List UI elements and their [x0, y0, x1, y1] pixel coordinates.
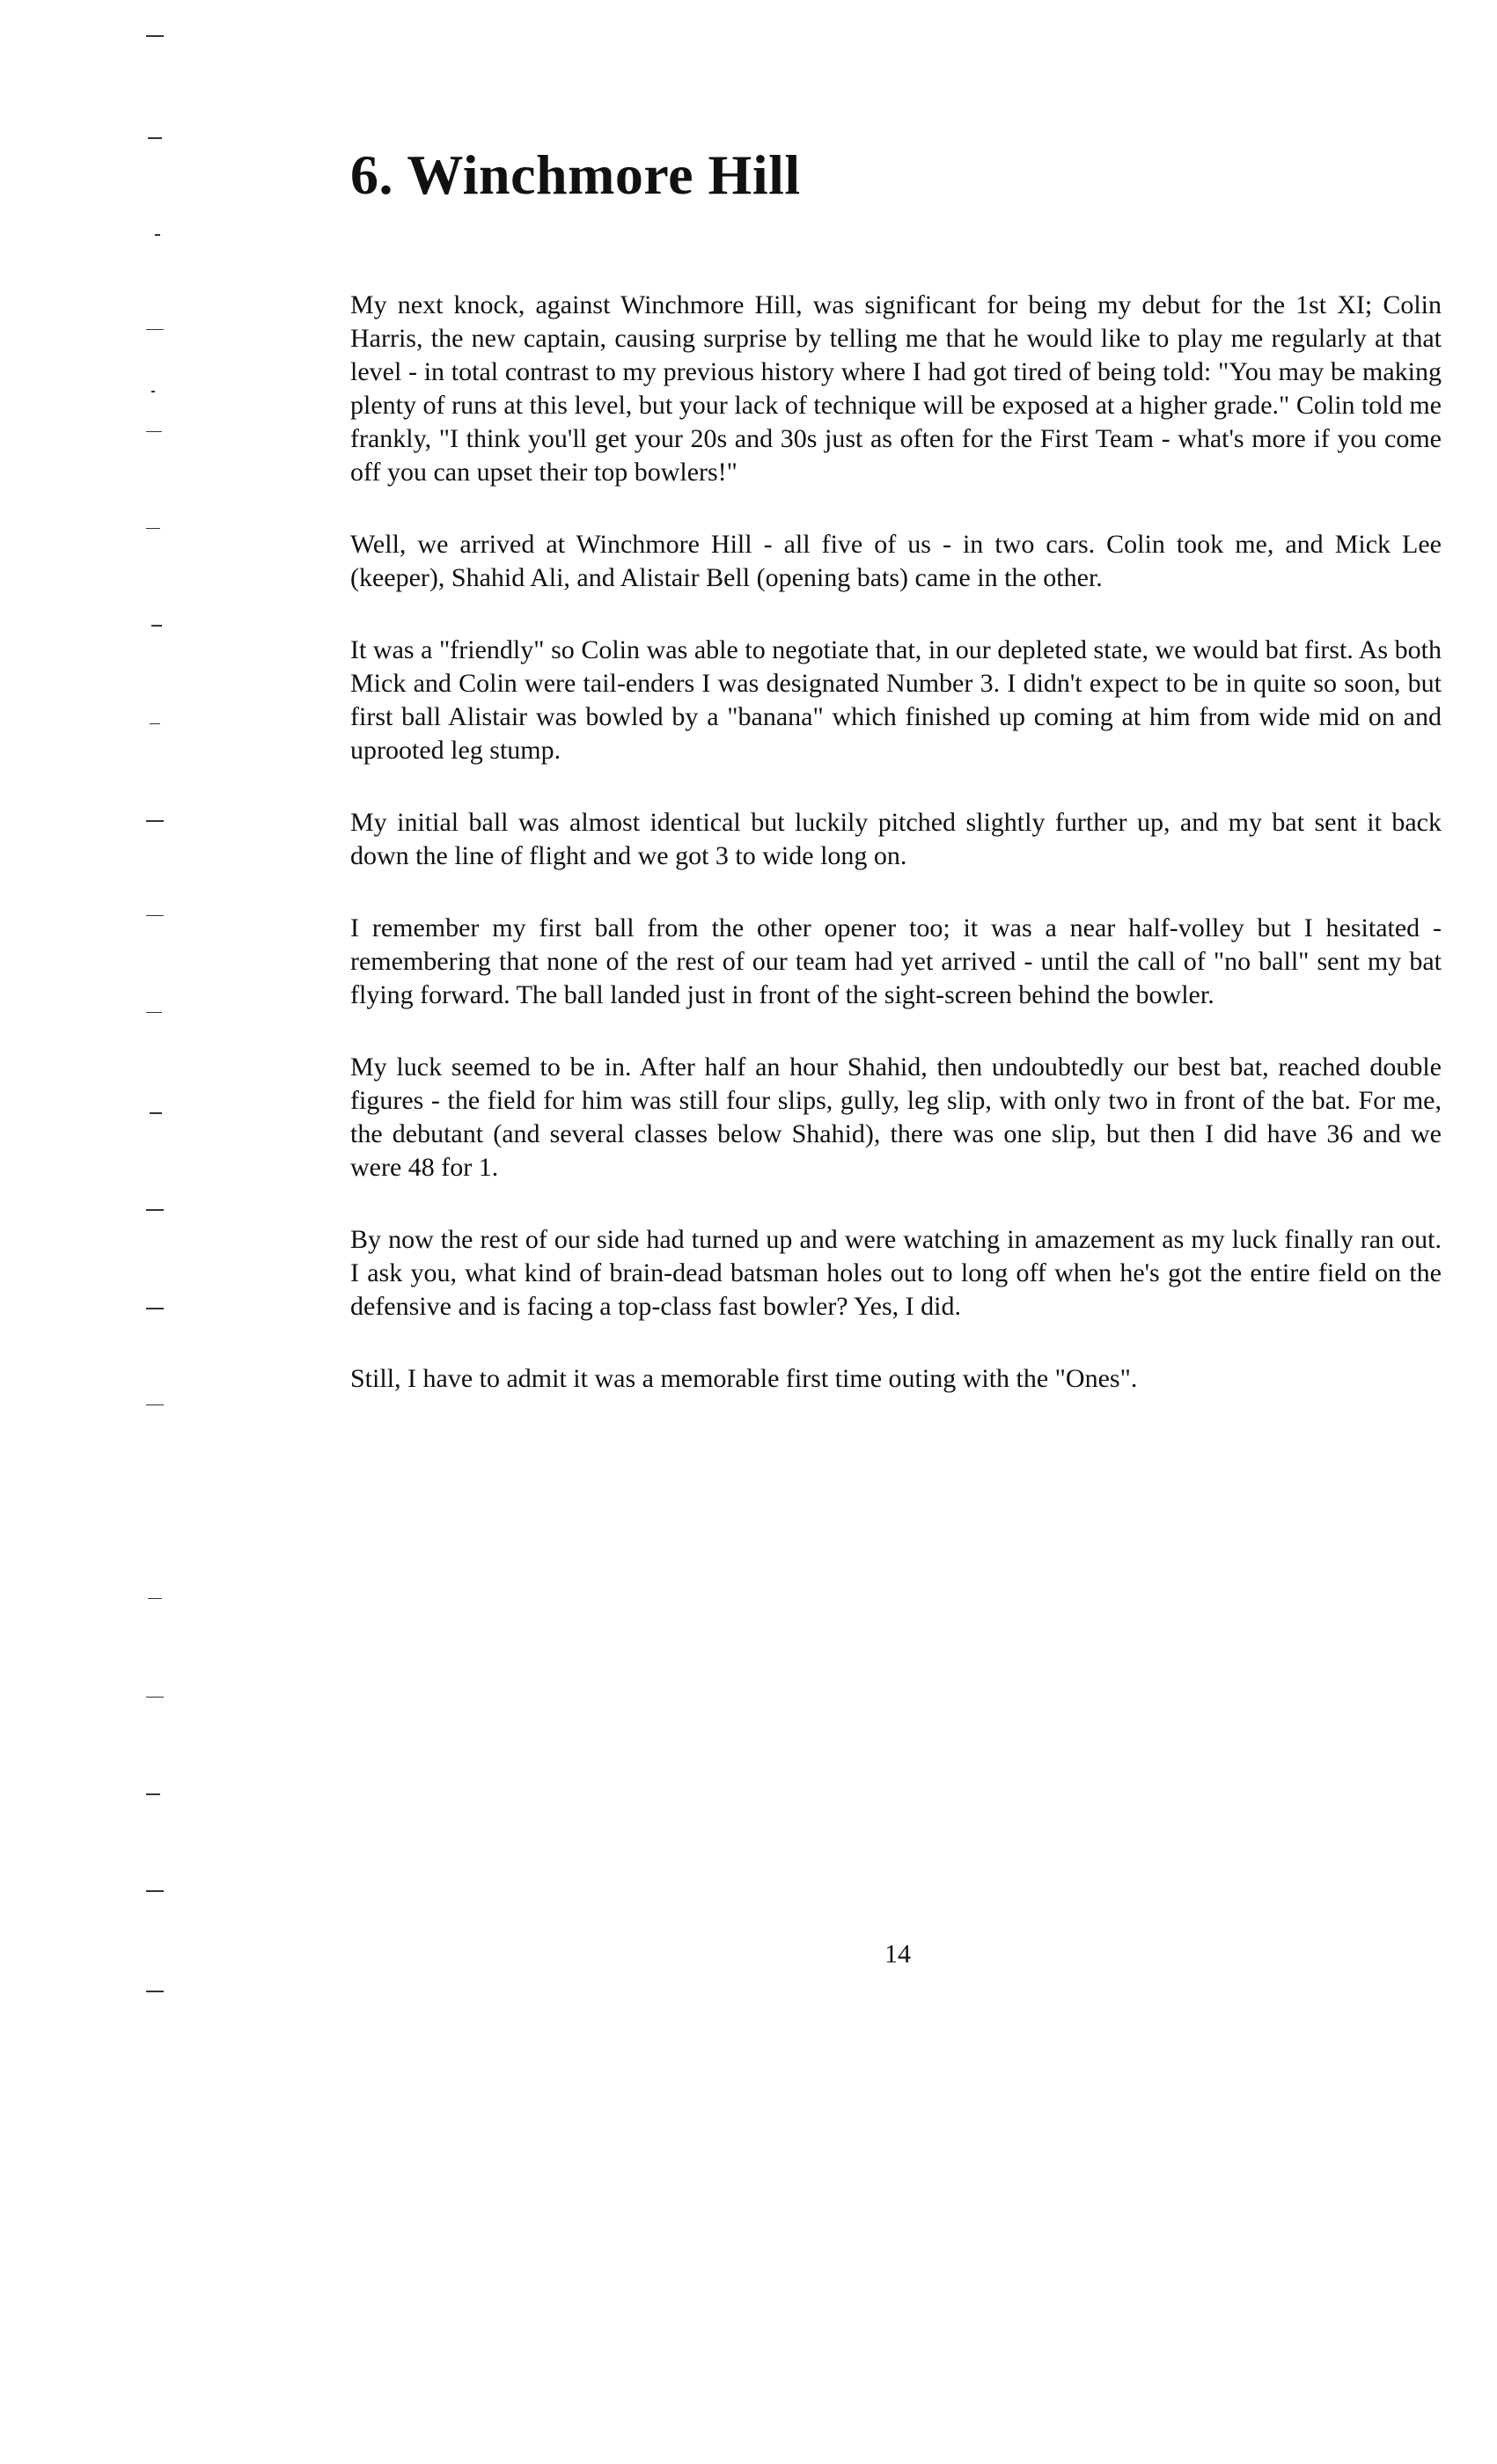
paragraph: Still, I have to admit it was a memorable first time outing with the "Ones".: [350, 1364, 1138, 1393]
paragraph: Well, we arrived at Winchmore Hill - all five of us - in two cars. Colin took me, and Mick Lee (keeper), Shahid Ali, and Alistair Bell (opening bats) came in the other.: [350, 530, 1442, 592]
binding-mark: [146, 528, 160, 529]
binding-mark: [146, 915, 164, 916]
paragraph: It was a "friendly" so Colin was able to negotiate that, in our depleted state, we would bat first. As both Mick and Colin were tail-enders I was designated Number 3. I didn't expect to be in quite so soon, but first ball Alistair was bowled by a "banana" which finished up coming at him from wide mid on and uprooted leg stump.: [350, 635, 1442, 765]
binding-mark: [146, 1404, 164, 1405]
binding-mark: [151, 391, 155, 392]
paragraph: My initial ball was almost identical but luckily pitched slightly further up, and my bat sent it back down the line of flight and we got 3 to wide long on.: [350, 808, 1442, 870]
paragraph: By now the rest of our side had turned up and were watching in amazement as my luck finally ran out. I ask you, what kind of brain-dead batsman holes out to long off when he's got the entire field on the defensive and is facing a top-class fast bowler? Yes, I did.: [350, 1225, 1442, 1321]
paragraph: My luck seemed to be in. After half an hour Shahid, then undoubtedly our best bat, reached double figures - the field for him was still four slips, gully, leg slip, with only two in front of the bat. For me, the debutant (and several classes below Shahid), there was one slip, but then I did have 36 and we were 48 for 1.: [350, 1052, 1442, 1182]
binding-mark: [146, 431, 162, 432]
binding-mark: [146, 1991, 164, 1992]
paragraph: I remember my first ball from the other opener too; it was a near half-volley but I hesitated - remembering that none of the rest of our team had yet arrived - until the call of "no ball" sent my bat flying forward. The ball landed just in front of the sight-screen behind the bowler.: [350, 913, 1442, 1009]
binding-mark: [146, 1012, 162, 1013]
chapter-title: 6. Winchmore Hill: [350, 143, 801, 206]
binding-mark: [146, 820, 164, 822]
binding-mark: [150, 723, 160, 724]
binding-mark: [155, 234, 160, 236]
paragraph: My next knock, against Winchmore Hill, was significant for being my debut for the 1st XI; Colin Harris, the new captain, causing surprise by telling me that he would like to play me regularly at that level - in total contrast to my previous history where I had got tired of being told: "You may be making plenty of runs at this level, but your lack of technique will be exposed at a higher grade." Colin told me frankly, "I think you'll get your 20s and 30s just as often for the First Team - what's more if you come off you can upset their top bowlers!": [350, 290, 1442, 487]
binding-mark: [148, 137, 162, 139]
binding-mark: [150, 1112, 162, 1114]
binding-mark: [146, 329, 164, 330]
chapter-body: [350, 289, 1442, 1434]
binding-mark: [146, 1697, 164, 1698]
binding-mark: [146, 1308, 164, 1309]
binding-mark: [146, 35, 164, 37]
binding-mark: [151, 625, 162, 627]
binding-edge-marks: [0, 0, 194, 2464]
page-number: 14: [884, 1940, 911, 1969]
binding-mark: [146, 1890, 164, 1892]
binding-mark: [146, 1793, 160, 1795]
binding-mark: [148, 1598, 162, 1599]
binding-mark: [146, 1209, 164, 1211]
